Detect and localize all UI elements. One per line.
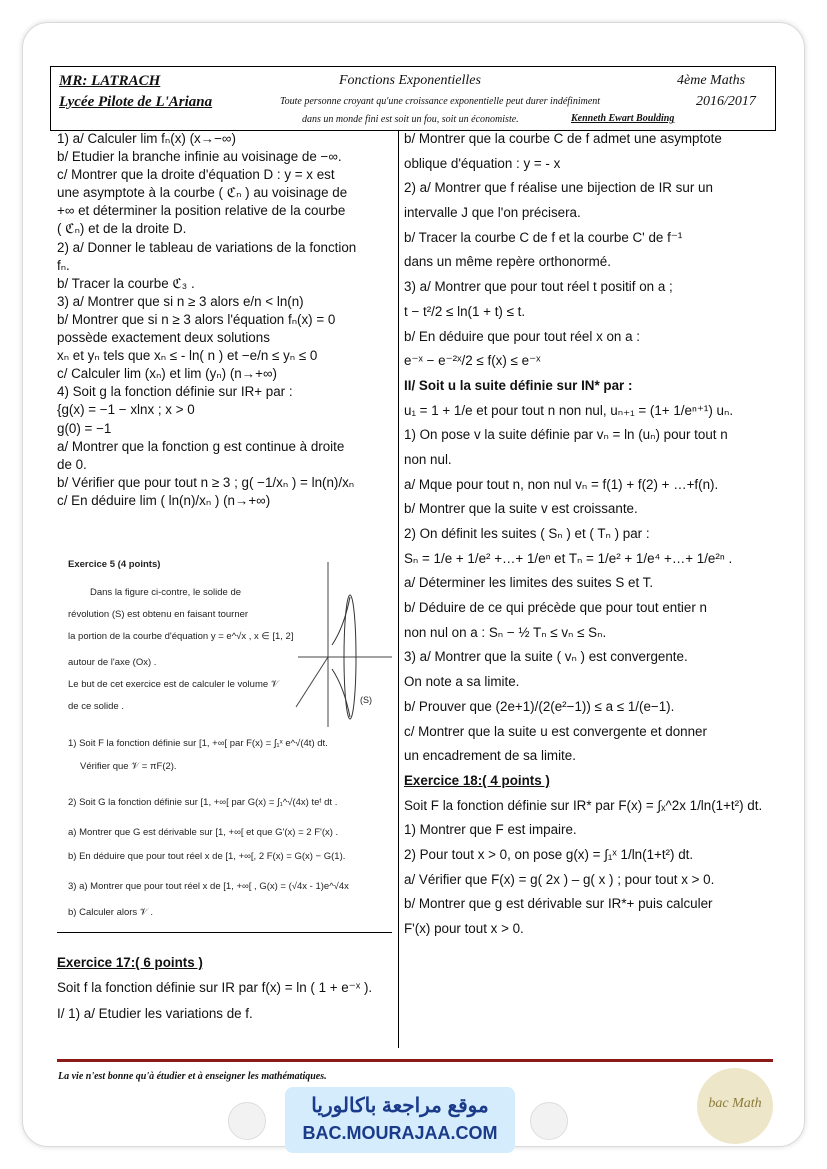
text-line: 3) a/ Montrer que pour tout réel t positif on a ; xyxy=(404,279,673,295)
figure-line: autour de l'axe (Ox) . xyxy=(68,657,157,668)
school-name: Lycée Pilote de L'Ariana xyxy=(59,94,213,110)
text-line: 3) a/ Montrer que si n ≥ 3 alors e/n < ln(n) xyxy=(57,293,304,309)
figure-line: 1) Soit F la fonction définie sur [1, +∞[ par F(x) = ∫₁ˣ e^√(4t) dt. xyxy=(68,738,328,749)
exercise-17-title: Exercice 17:( 6 points ) xyxy=(57,955,203,970)
text-line: t − t²/2 ≤ ln(1 + t) ≤ t. xyxy=(404,303,526,319)
text-line: c/ Montrer que la suite u est convergente et donner xyxy=(404,723,707,739)
exercise-5-figure xyxy=(60,547,392,919)
books-logo-right xyxy=(530,1102,568,1140)
text-line: a/ Vérifier que F(x) = g( 2x ) – g( x ) ; pour tout x > 0. xyxy=(404,871,715,887)
text-line: fₙ. xyxy=(57,257,70,273)
text-line: 1) Montrer que F est impaire. xyxy=(404,822,577,838)
text-line: 2) On définit les suites ( Sₙ ) et ( Tₙ ) par : xyxy=(404,526,650,541)
site-banner[interactable] xyxy=(285,1087,515,1153)
text-line: non nul on a : Sₙ − ½ Tₙ ≤ vₙ ≤ Sₙ. xyxy=(404,624,607,640)
column-divider xyxy=(398,130,399,1048)
text-line: e⁻ˣ − e⁻²ˣ/2 ≤ f(x) ≤ e⁻ˣ xyxy=(404,353,541,369)
figure-line: 3) a) Montrer que pour tout réel x de [1, +∞[ , G(x) = (√4x - 1)e^√4x xyxy=(68,881,349,892)
text-line: b/ Montrer que la suite v est croissante. xyxy=(404,501,638,517)
footer-rule xyxy=(57,1059,773,1062)
text-line: +∞ et déterminer la position relative de la courbe xyxy=(57,203,346,219)
figure-line: Le but de cet exercice est de calculer le volume 𝒱 xyxy=(68,679,279,690)
text-line: I/ 1) a/ Etudier les variations de f. xyxy=(57,1005,253,1021)
quote-line-1: Toute personne croyant qu'une croissance exponentielle peut durer indéfiniment xyxy=(280,96,601,107)
text-line: b/ Déduire de ce qui précède que pour tout entier n xyxy=(404,600,707,616)
text-line: u₁ = 1 + 1/e et pour tout n non nul, uₙ₊₁ = (1+ 1/eⁿ⁺¹) uₙ. xyxy=(404,402,734,418)
quote-line-2: dans un monde fini est soit un fou, soit un économiste. xyxy=(302,114,519,125)
text-line: 1) On pose v la suite définie par vₙ = ln (uₙ) pour tout n xyxy=(404,427,728,443)
text-line: c/ Montrer que la droite d'équation D : y = x est xyxy=(57,167,335,183)
figure-line: Vérifier que 𝒱 = πF(2). xyxy=(80,761,177,772)
text-line: Soit f la fonction définie sur IR par f(x) = ln ( 1 + e⁻ˣ ). xyxy=(57,980,373,996)
document-title: Fonctions Exponentielles xyxy=(339,73,481,88)
text-line: Soit F la fonction définie sur IR* par F(x) = ∫ₓ^2x 1/ln(1+t²) dt. xyxy=(404,797,763,813)
text-line: Sₙ = 1/e + 1/e² +…+ 1/eⁿ et Tₙ = 1/e² + 1/e⁴ +…+ 1/e²ⁿ . xyxy=(404,550,733,566)
text-line: 1) a/ Calculer lim fₙ(x) (x→−∞) xyxy=(57,131,236,146)
school-year: 2016/2017 xyxy=(696,94,756,109)
text-line: oblique d'équation : y = - x xyxy=(404,155,561,171)
text-line: b/ Montrer que g est dérivable sur IR*+ puis calculer xyxy=(404,896,713,912)
text-line: a/ Mque pour tout n, non nul vₙ = f(1) + f(2) + …+f(n). xyxy=(404,476,719,492)
exercise-17-intro xyxy=(57,950,397,1026)
text-line: b/ Etudier la branche infinie au voisinage de −∞. xyxy=(57,149,342,165)
figure-line: 2) Soit G la fonction définie sur [1, +∞[ par G(x) = ∫₁^√(4x) teᵗ dt . xyxy=(68,797,338,808)
figure-title: Exercice 5 (4 points) xyxy=(68,559,161,570)
figure-line: la portion de la courbe d'équation y = e^√x , x ∈ [1, 2] xyxy=(68,631,294,642)
text-line: 4) Soit g la fonction définie sur IR+ par : xyxy=(57,384,293,400)
text-line: b/ En déduire que pour tout réel x on a : xyxy=(404,328,640,344)
exercise-separator xyxy=(57,932,392,933)
figure-line: Dans la figure ci-contre, le solide de xyxy=(90,587,242,598)
text-line: F'(x) pour tout x > 0. xyxy=(404,921,524,936)
text-line: b/ Montrer que la courbe C de f admet une asymptote xyxy=(404,131,722,146)
text-line: 3) a/ Montrer que la suite ( vₙ ) est convergente. xyxy=(404,649,688,665)
text-line: 2) a/ Montrer que f réalise une bijection de IR sur un xyxy=(404,180,713,196)
books-logo-left xyxy=(228,1102,266,1140)
right-column xyxy=(404,130,774,945)
left-column xyxy=(57,130,390,510)
solid-of-revolution-diagram xyxy=(288,557,392,732)
text-line: On note a sa limite. xyxy=(404,674,520,690)
text-line: xₙ et yₙ tels que xₙ ≤ - ln( n ) et −e/n ≤ yₙ ≤ 0 xyxy=(57,348,318,364)
text-line: de 0. xyxy=(57,456,87,472)
teacher-name: MR: LATRACH xyxy=(59,73,161,89)
text-line: b/ Tracer la courbe C de f et la courbe C' de f⁻¹ xyxy=(404,229,683,245)
text-line: b/ Tracer la courbe ℭ₃ . xyxy=(57,275,195,291)
text-line: g(0) = −1 xyxy=(57,420,112,436)
quote-author: Kenneth Ewart Boulding xyxy=(571,113,675,124)
z-axis-line xyxy=(296,657,328,707)
banner-url-link[interactable]: BAC.MOURAJAA.COM xyxy=(302,1123,498,1143)
solid-label: (S) xyxy=(360,695,372,705)
text-line: possède exactement deux solutions xyxy=(57,330,270,346)
figure-line: b) Calculer alors 𝒱 . xyxy=(68,907,153,918)
text-line: {g(x) = −1 − xlnx ; x > 0 xyxy=(57,402,195,418)
text-line: II/ Soit u la suite définie sur IN* par : xyxy=(404,377,633,393)
text-line: une asymptote à la courbe ( ℭₙ ) au voisinage de xyxy=(57,185,348,201)
text-line: b/ Prouver que (2e+1)/(2(e²−1)) ≤ a ≤ 1/(e−1). xyxy=(404,698,675,714)
figure-line: b) En déduire que pour tout réel x de [1, +∞[, 2 F(x) = G(x) − G(1). xyxy=(68,851,346,862)
text-line: c/ En déduire lim ( ln(n)/xₙ ) (n→+∞) xyxy=(57,492,271,508)
badge-text: bac Math xyxy=(708,1096,762,1111)
bac-math-badge xyxy=(697,1068,773,1144)
text-line: intervalle J que l'on précisera. xyxy=(404,205,581,221)
banner-arabic-text: موقع مراجعة باكالوريا xyxy=(311,1095,489,1117)
text-line: dans un même repère orthonormé. xyxy=(404,254,611,270)
text-line: a/ Déterminer les limites des suites S et T. xyxy=(404,575,654,591)
text-line: b/ Montrer que si n ≥ 3 alors l'équation fₙ(x) = 0 xyxy=(57,311,336,327)
exercise-18-title: Exercice 18:( 4 points ) xyxy=(404,772,550,788)
class-level: 4ème Maths xyxy=(677,73,746,88)
footer-motto: La vie n'est bonne qu'à étudier et à enseigner les mathématiques. xyxy=(58,1071,327,1082)
text-line: 2) Pour tout x > 0, on pose g(x) = ∫₁ˣ 1/ln(1+t²) dt. xyxy=(404,846,694,862)
figure-line: a) Montrer que G est dérivable sur [1, +∞[ et que G'(x) = 2 F'(x) . xyxy=(68,827,339,838)
figure-line: de ce solide . xyxy=(68,701,124,712)
text-line: un encadrement de sa limite. xyxy=(404,748,576,764)
document-header xyxy=(50,66,776,130)
text-line: non nul. xyxy=(404,451,452,467)
text-line: b/ Vérifier que pour tout n ≥ 3 ; g( −1/xₙ ) = ln(n)/xₙ xyxy=(57,474,355,490)
text-line: c/ Calculer lim (xₙ) et lim (yₙ) (n→+∞) xyxy=(57,366,277,382)
figure-line: révolution (S) est obtenu en faisant tourner xyxy=(68,609,249,620)
text-line: a/ Montrer que la fonction g est continue à droite xyxy=(57,438,345,454)
text-line: 2) a/ Donner le tableau de variations de la fonction xyxy=(57,239,357,255)
text-line: ( ℭₙ) et de la droite D. xyxy=(57,221,187,237)
